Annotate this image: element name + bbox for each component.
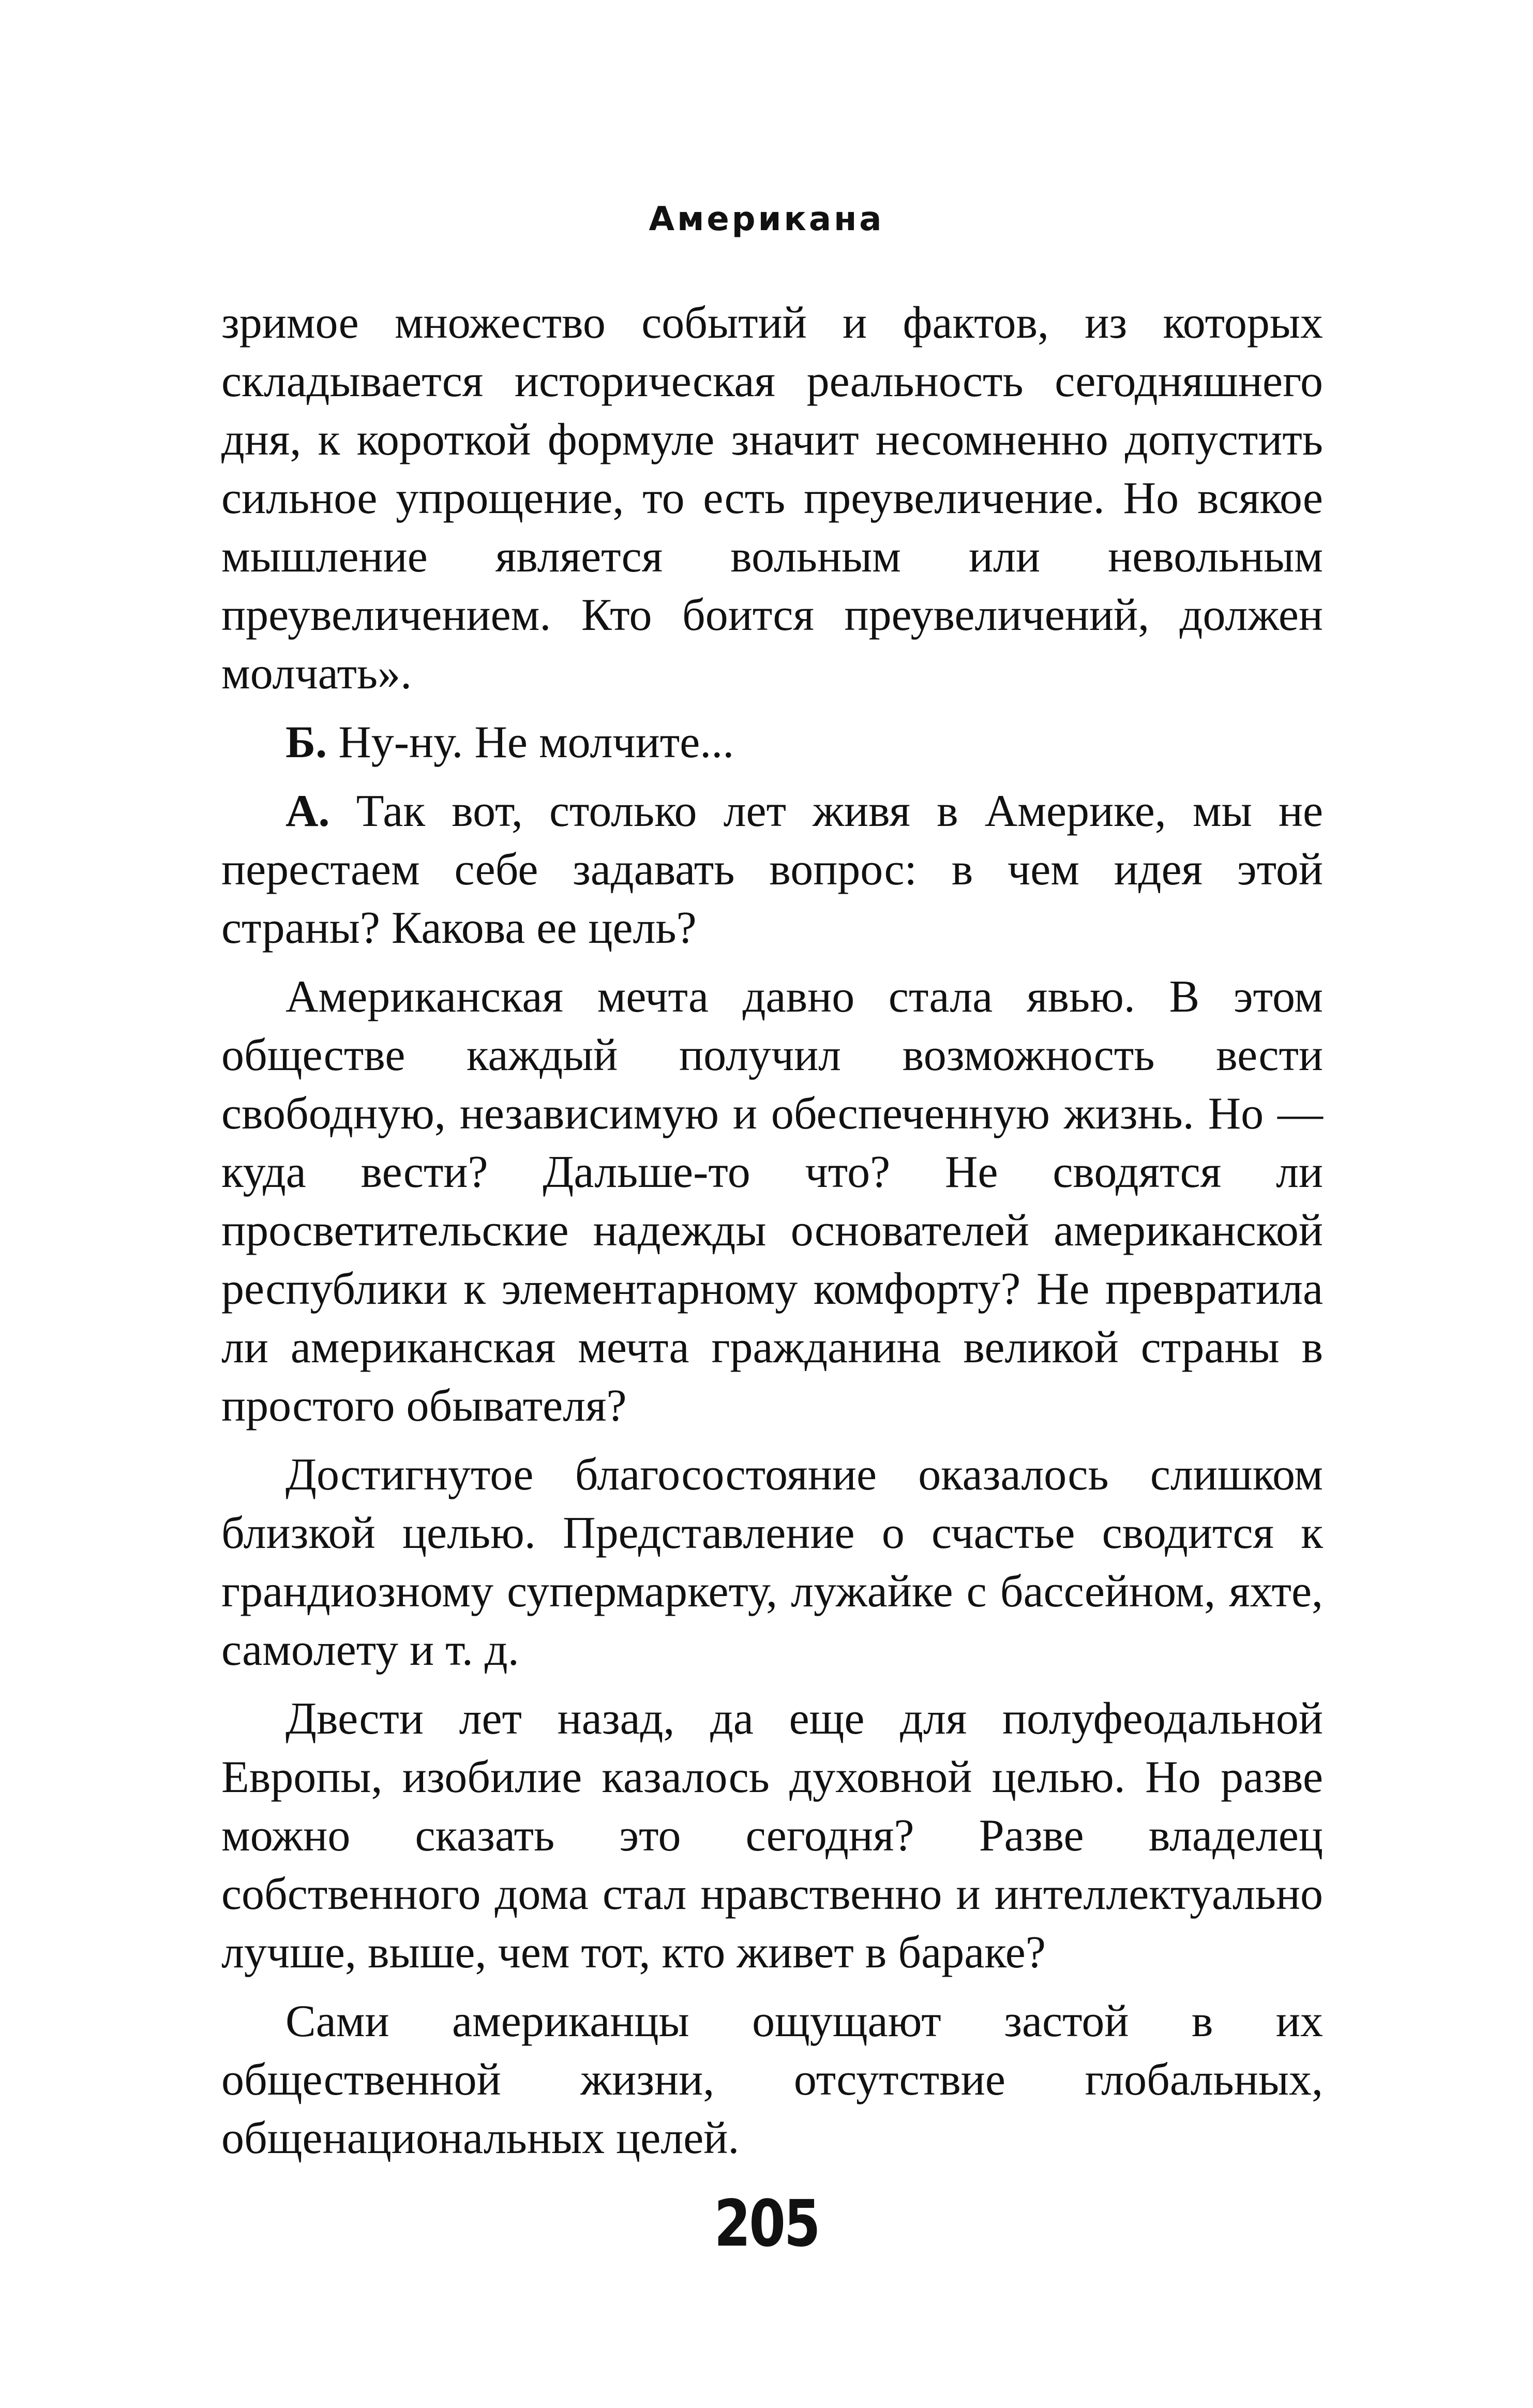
paragraph-text: Двести лет назад, да еще для полуфеодальной Европы, изобилие казалось духовной целью. Но разве можно сказать это сегодня? Разве владелец собственного дома стал нравственно и интеллектуально лучше, выше, чем тот, кто живет в бараке?: [221, 1694, 1323, 1978]
speaker-label: А.: [285, 786, 330, 836]
running-head: Американа: [649, 200, 884, 238]
speaker-label: Б.: [285, 717, 327, 767]
paragraph-text: Достигнутое благосостояние оказалось слишком близкой целью. Представление о счастье сводится к грандиозному супермаркету, лужайке с бассейном, яхте, самолету и т. д.: [221, 1450, 1323, 1675]
paragraph-text: Сами американцы ощущают застой в их общественной жизни, отсутствие глобальных, общенациональных целей.: [221, 1996, 1323, 2163]
paragraph-text: Американская мечта давно стала явью. В этом обществе каждый получил возможность вести свободную, независимую и обеспеченную жизнь. Но — куда вести? Дальше-то что? Не сводятся ли просветительские надежды основателей американской республики к элементарному комфорту? Не превратила ли американская мечта гражданина великой страны в простого обывателя?: [221, 972, 1323, 1431]
paragraph-text: Ну-ну. Не молчите...: [327, 717, 734, 767]
dialogue-paragraph-a: [221, 782, 1323, 957]
body-text: [221, 294, 1323, 2178]
paragraph: [221, 1690, 1323, 1982]
paragraph-continuation: [221, 294, 1323, 703]
paragraph: [221, 968, 1323, 1435]
paragraph-text: Так вот, столько лет живя в Америке, мы не перестаем себе задавать вопрос: в чем идея этой страны? Какова ее цель?: [221, 786, 1323, 953]
paragraph: [221, 1992, 1323, 2168]
paragraph-text: зримое множество событий и фактов, из которых складывается историческая реальность сегодняшнего дня, к короткой формуле значит несомненно допустить сильное упрощение, то есть преувеличение. Но всякое мышление является вольным или невольным преувеличением. Кто боится преувеличений, должен молчать».: [221, 298, 1323, 699]
dialogue-paragraph-b: [221, 713, 1323, 772]
page-number: 205: [714, 2187, 819, 2261]
paragraph: [221, 1446, 1323, 1679]
